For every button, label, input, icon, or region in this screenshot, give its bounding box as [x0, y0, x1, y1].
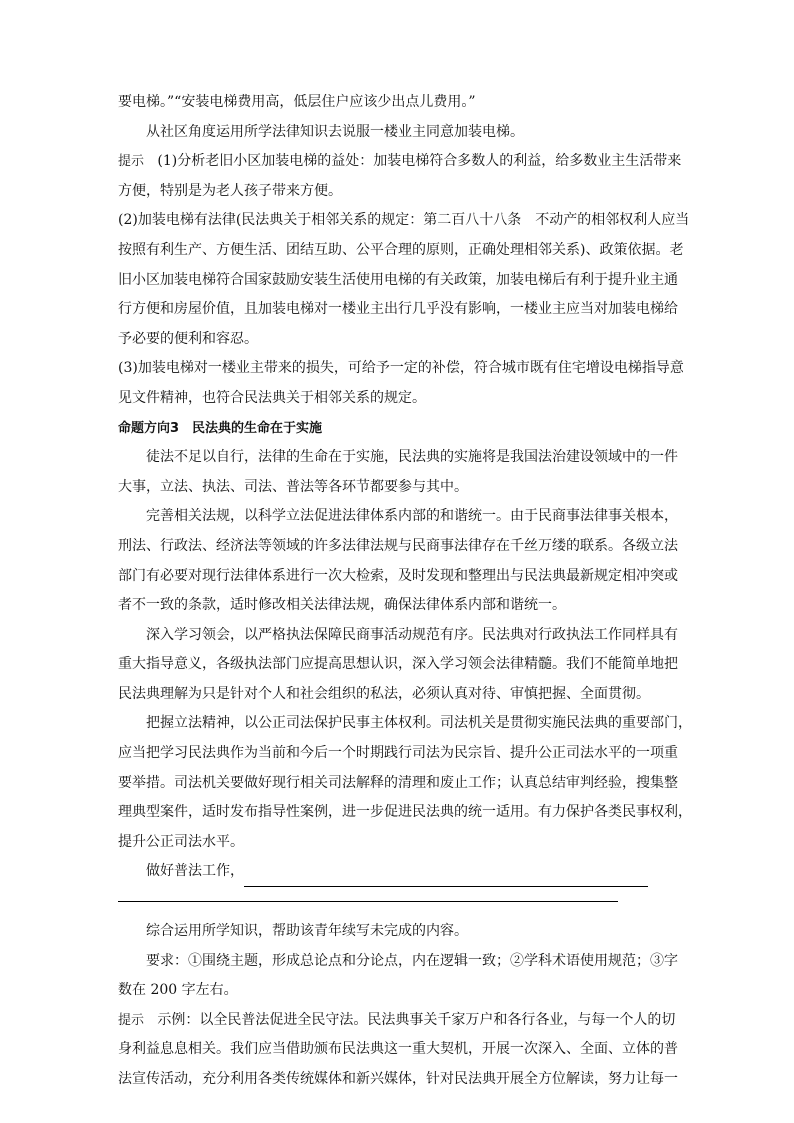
text-line: 身利益息息相关。我们应当借助颁布民法典这一重大契机，开展一次深入、全面、立体的普	[118, 1041, 678, 1058]
text-line: 方便，特别是为老人孩子带来方便。	[118, 182, 342, 199]
text-line: 理典型案件，适时发布指导性案例，进一步促进民法典的统一适用。有力保护各类民事权利，	[118, 804, 692, 821]
text-line: 旧小区加装电梯符合国家鼓励安装生活使用电梯的有关政策，加装电梯后有利于提升业主通	[118, 271, 678, 288]
text-line: 把握立法精神，以公正司法保护民事主体权利。司法机关是贯彻实施民法典的重要部门，	[146, 715, 692, 732]
text-line: 完善相关法规，以科学立法促进法律体系内部的和谐统一。由于民商事法律事关根本，	[146, 508, 678, 525]
text-line: 按照有利生产、方便生活、团结互助、公平合理的原则，正确处理相邻关系)、政策依据。老	[118, 241, 684, 258]
hint-line	[118, 1006, 678, 1036]
text-line: 综合运用所学知识，帮助该青年续写未完成的内容。	[146, 923, 468, 940]
text-line: 提升公正司法水平。	[118, 833, 244, 850]
text-line: 行方便和房屋价值，且加装电梯对一楼业主出行几乎没有影响，一楼业主应当对加装电梯给	[118, 301, 678, 318]
text-line: 大事，立法、执法、司法、普法等各环节都要参与其中。	[118, 478, 468, 495]
text-line: 予必要的便利和容忍。	[118, 330, 258, 347]
hint-line	[118, 147, 682, 177]
text-line: 法宣传活动，充分利用各类传统媒体和新兴媒体，针对民法典开展全方位解读，努力让每一	[118, 1071, 678, 1087]
text-line: 做好普法工作，	[146, 863, 244, 880]
text-line: 深入学习领会，以严格执法保障民商事活动规范有序。民法典对行政执法工作同样具有	[146, 626, 678, 643]
text-line: 示例：以全民普法促进全民守法。民法典事关千家万户和各行各业，与每一个人的切	[157, 1011, 676, 1028]
text-line: (3)加装电梯对一楼业主带来的损失，可给予一定的补偿，符合城市既有住宅增设电梯指导意	[118, 360, 684, 377]
text-line: 从社区角度运用所学法律知识去说服一楼业主同意加装电梯。	[146, 123, 524, 140]
text-line: 要举措。司法机关要做好现行相关司法解释的清理和废止工作；认真总结审判经验，搜集整	[118, 774, 678, 791]
text-line: 刑法、行政法、经济法等领域的许多法律法规与民商事法律存在千丝万缕的联系。各级立法	[118, 537, 678, 554]
text-line: 应当把学习民法典作为当前和今后一个时期践行司法为民宗旨、提升公正司法水平的一项重	[118, 745, 678, 762]
text-line: 重大指导意义，各级执法部门应提高思想认识，深入学习领会法律精髓。我们不能简单地把	[118, 656, 678, 673]
text-line: 见文件精神，也符合民法典关于相邻关系的规定。	[118, 389, 426, 406]
section-heading: 命题方向3 民法典的生命在于实施	[118, 420, 323, 436]
text-line: (2)加装电梯有法律(民法典关于相邻关系的规定：第二百八十八条 不动产的相邻权利人应当	[118, 212, 690, 229]
text-line: 要求：①围绕主题，形成总论点和分论点，内在逻辑一致；②学科术语使用规范；③字	[146, 952, 678, 969]
text-line: 徒法不足以自行，法律的生命在于实施，民法典的实施将是我国法治建设领域中的一件	[146, 449, 678, 466]
fill-in-line	[118, 857, 678, 887]
text-line: 部门有必要对现行法律体系进行一次大检索，及时发现和整理出与民法典最新规定相冲突或	[118, 567, 678, 584]
answer-blank-full[interactable]	[118, 887, 618, 902]
text-line: 者不一致的条款，适时修改相关法律法规，确保法律体系内部和谐统一。	[118, 597, 566, 614]
text-line: 要电梯。”“安装电梯费用高，低层住户应该少出点儿费用。”	[118, 94, 476, 110]
hint-label: 提示	[118, 1012, 145, 1028]
text-line: 民法典理解为只是针对个人和社会组织的私法，必须认真对待、审慎把握、全面贯彻。	[118, 685, 650, 702]
text-line: 数在 200 字左右。	[118, 982, 238, 999]
text-line: (1)分析老旧小区加装电梯的益处：加装电梯符合多数人的利益，给多数业主生活带来	[157, 153, 682, 170]
hint-label: 提示	[118, 154, 145, 170]
document-page	[118, 88, 692, 1095]
answer-blank[interactable]	[244, 868, 648, 887]
